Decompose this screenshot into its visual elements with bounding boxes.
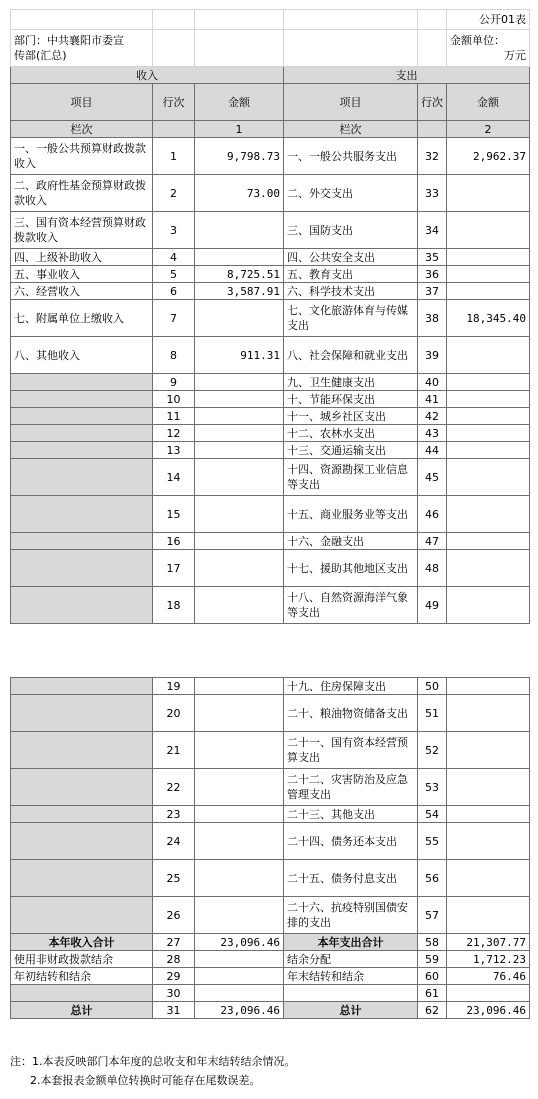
expense-section-header: 支出 bbox=[284, 67, 530, 84]
expense-amount: 21,307.77 bbox=[447, 934, 530, 951]
income-row-number: 22 bbox=[153, 769, 195, 806]
income-amount: 9,798.73 bbox=[195, 138, 284, 175]
table-row bbox=[11, 249, 530, 266]
income-row-number: 29 bbox=[153, 968, 195, 985]
income-item-label: 使用非财政拨款结余 bbox=[11, 951, 153, 968]
expense-item-label: 二十四、债务还本支出 bbox=[284, 823, 418, 860]
expense-item-label: 年末结转和结余 bbox=[284, 968, 418, 985]
expense-item-label: 二十五、债务付息支出 bbox=[284, 860, 418, 897]
expense-row-number: 32 bbox=[418, 138, 447, 175]
expense-item-label: 二十二、灾害防治及应急管理支出 bbox=[284, 769, 418, 806]
income-amount bbox=[195, 550, 284, 587]
income-item-label bbox=[11, 550, 153, 587]
expense-row-number: 43 bbox=[418, 425, 447, 442]
expense-row-number: 41 bbox=[418, 391, 447, 408]
expense-item-label: 十八、自然资源海洋气象等支出 bbox=[284, 587, 418, 624]
income-item-label: 年初结转和结余 bbox=[11, 968, 153, 985]
income-row-number: 11 bbox=[153, 408, 195, 425]
income-amount bbox=[195, 732, 284, 769]
income-row-number: 25 bbox=[153, 860, 195, 897]
income-item-label bbox=[11, 823, 153, 860]
expense-amount bbox=[447, 459, 530, 496]
income-item-label bbox=[11, 425, 153, 442]
income-amount bbox=[195, 459, 284, 496]
expense-row-number: 55 bbox=[418, 823, 447, 860]
expense-item-label: 二十三、其他支出 bbox=[284, 806, 418, 823]
expense-item-label bbox=[284, 985, 418, 1002]
table-row bbox=[11, 425, 530, 442]
table-row bbox=[11, 587, 530, 624]
expense-amount: 76.46 bbox=[447, 968, 530, 985]
expense-row-number: 57 bbox=[418, 897, 447, 934]
table-row bbox=[11, 806, 530, 823]
income-amount bbox=[195, 212, 284, 249]
income-row-number: 28 bbox=[153, 951, 195, 968]
income-item-label bbox=[11, 769, 153, 806]
expense-row-number: 46 bbox=[418, 496, 447, 533]
amount-unit-label: 金额单位： 万元 bbox=[447, 30, 530, 67]
income-item-label bbox=[11, 985, 153, 1002]
expense-amount bbox=[447, 408, 530, 425]
income-item-label bbox=[11, 897, 153, 934]
table-row bbox=[11, 732, 530, 769]
budget-table-part1 bbox=[10, 9, 530, 624]
table-row bbox=[11, 951, 530, 968]
income-item-label: 五、事业收入 bbox=[11, 266, 153, 283]
income-row-number: 19 bbox=[153, 678, 195, 695]
income-amount bbox=[195, 391, 284, 408]
expense-amount bbox=[447, 823, 530, 860]
expense-item-label: 二十六、抗疫特别国债安排的支出 bbox=[284, 897, 418, 934]
income-amount bbox=[195, 769, 284, 806]
income-item-label bbox=[11, 408, 153, 425]
expense-amount-header: 金额 bbox=[447, 84, 530, 121]
note-2: 2.本套报表金额单位转换时可能存在尾数误差。 bbox=[30, 1074, 261, 1087]
income-amount bbox=[195, 806, 284, 823]
income-amount: 23,096.46 bbox=[195, 934, 284, 951]
table-row bbox=[11, 266, 530, 283]
expense-item-label: 结余分配 bbox=[284, 951, 418, 968]
expense-row-number: 42 bbox=[418, 408, 447, 425]
income-amount: 23,096.46 bbox=[195, 1002, 284, 1019]
expense-amount bbox=[447, 175, 530, 212]
income-amount bbox=[195, 985, 284, 1002]
expense-row-number: 44 bbox=[418, 442, 447, 459]
expense-amount bbox=[447, 425, 530, 442]
column-index-1: 1 bbox=[195, 121, 284, 138]
expense-amount bbox=[447, 337, 530, 374]
income-item-label bbox=[11, 442, 153, 459]
table-row bbox=[11, 374, 530, 391]
footnotes bbox=[10, 1052, 529, 1090]
income-amount bbox=[195, 300, 284, 337]
income-item-label: 八、其他收入 bbox=[11, 337, 153, 374]
income-amount-header: 金额 bbox=[195, 84, 284, 121]
income-amount: 3,587.91 bbox=[195, 283, 284, 300]
income-item-label: 总计 bbox=[11, 1002, 153, 1019]
expense-item-label: 八、社会保障和就业支出 bbox=[284, 337, 418, 374]
income-amount bbox=[195, 408, 284, 425]
income-row-number: 15 bbox=[153, 496, 195, 533]
expense-item-label: 五、教育支出 bbox=[284, 266, 418, 283]
table-row bbox=[11, 985, 530, 1002]
expense-row-number: 36 bbox=[418, 266, 447, 283]
income-amount bbox=[195, 496, 284, 533]
expense-amount bbox=[447, 695, 530, 732]
expense-amount: 18,345.40 bbox=[447, 300, 530, 337]
income-row-number: 30 bbox=[153, 985, 195, 1002]
expense-row-number: 39 bbox=[418, 337, 447, 374]
expense-row-number: 60 bbox=[418, 968, 447, 985]
expense-amount bbox=[447, 266, 530, 283]
income-row-number: 27 bbox=[153, 934, 195, 951]
expense-amount bbox=[447, 283, 530, 300]
income-row-number: 14 bbox=[153, 459, 195, 496]
table-row bbox=[11, 897, 530, 934]
income-item-label: 本年收入合计 bbox=[11, 934, 153, 951]
income-row-number: 17 bbox=[153, 550, 195, 587]
expense-item-label: 本年支出合计 bbox=[284, 934, 418, 951]
expense-item-label: 九、卫生健康支出 bbox=[284, 374, 418, 391]
income-row-number: 8 bbox=[153, 337, 195, 374]
income-item-label bbox=[11, 806, 153, 823]
table-row bbox=[11, 823, 530, 860]
income-item-label bbox=[11, 695, 153, 732]
expense-item-label: 十三、交通运输支出 bbox=[284, 442, 418, 459]
expense-row-number: 51 bbox=[418, 695, 447, 732]
table-row bbox=[11, 442, 530, 459]
expense-row-number: 54 bbox=[418, 806, 447, 823]
table-row bbox=[11, 533, 530, 550]
form-code: 公开01表 bbox=[447, 10, 530, 30]
expense-amount bbox=[447, 985, 530, 1002]
income-amount bbox=[195, 587, 284, 624]
table-row bbox=[11, 550, 530, 587]
table-row bbox=[11, 496, 530, 533]
income-amount bbox=[195, 374, 284, 391]
income-row-number: 26 bbox=[153, 897, 195, 934]
table-row bbox=[11, 678, 530, 695]
income-row-number: 6 bbox=[153, 283, 195, 300]
income-amount bbox=[195, 823, 284, 860]
expense-amount bbox=[447, 374, 530, 391]
expense-row-number: 52 bbox=[418, 732, 447, 769]
expense-row-number: 38 bbox=[418, 300, 447, 337]
income-row-number: 16 bbox=[153, 533, 195, 550]
income-row-number: 24 bbox=[153, 823, 195, 860]
table-row bbox=[11, 138, 530, 175]
income-item-header: 项目 bbox=[11, 84, 153, 121]
expense-row-number: 45 bbox=[418, 459, 447, 496]
income-item-label bbox=[11, 860, 153, 897]
table-row bbox=[11, 337, 530, 374]
table-row bbox=[11, 695, 530, 732]
income-row-number: 12 bbox=[153, 425, 195, 442]
column-index-2: 2 bbox=[447, 121, 530, 138]
expense-item-label: 二十、粮油物资储备支出 bbox=[284, 695, 418, 732]
expense-row-number: 59 bbox=[418, 951, 447, 968]
table-row bbox=[11, 391, 530, 408]
expense-row-number: 37 bbox=[418, 283, 447, 300]
income-row-number: 18 bbox=[153, 587, 195, 624]
income-row-number: 20 bbox=[153, 695, 195, 732]
table-row bbox=[11, 459, 530, 496]
table-row bbox=[11, 175, 530, 212]
income-item-label: 七、附属单位上缴收入 bbox=[11, 300, 153, 337]
table-row bbox=[11, 769, 530, 806]
income-item-label: 六、经营收入 bbox=[11, 283, 153, 300]
table-row bbox=[11, 860, 530, 897]
income-item-label bbox=[11, 459, 153, 496]
income-row-number: 3 bbox=[153, 212, 195, 249]
expense-item-label: 一、一般公共服务支出 bbox=[284, 138, 418, 175]
income-row-number: 21 bbox=[153, 732, 195, 769]
income-item-label bbox=[11, 533, 153, 550]
income-amount: 911.31 bbox=[195, 337, 284, 374]
income-row-number: 10 bbox=[153, 391, 195, 408]
income-rowno-header: 行次 bbox=[153, 84, 195, 121]
income-item-label: 三、国有资本经营预算财政拨款收入 bbox=[11, 212, 153, 249]
expense-amount bbox=[447, 442, 530, 459]
income-item-label bbox=[11, 678, 153, 695]
expense-item-label: 二十一、国有资本经营预算支出 bbox=[284, 732, 418, 769]
expense-amount bbox=[447, 496, 530, 533]
income-row-number: 5 bbox=[153, 266, 195, 283]
expense-row-number: 33 bbox=[418, 175, 447, 212]
expense-item-label: 三、国防支出 bbox=[284, 212, 418, 249]
expense-item-label: 十七、援助其他地区支出 bbox=[284, 550, 418, 587]
expense-amount bbox=[447, 587, 530, 624]
income-amount bbox=[195, 533, 284, 550]
expense-row-number: 49 bbox=[418, 587, 447, 624]
expense-row-number: 47 bbox=[418, 533, 447, 550]
expense-item-label: 十四、资源勘探工业信息等支出 bbox=[284, 459, 418, 496]
expense-amount bbox=[447, 678, 530, 695]
expense-amount bbox=[447, 550, 530, 587]
table-row bbox=[11, 212, 530, 249]
income-item-label: 二、政府性基金预算财政拨款收入 bbox=[11, 175, 153, 212]
department-label: 部门：中共襄阳市委宣 传部(汇总) bbox=[11, 30, 153, 67]
table-row bbox=[11, 1002, 530, 1019]
expense-item-header: 项目 bbox=[284, 84, 418, 121]
expense-item-label: 四、公共安全支出 bbox=[284, 249, 418, 266]
income-amount bbox=[195, 695, 284, 732]
expense-amount bbox=[447, 732, 530, 769]
expense-amount: 2,962.37 bbox=[447, 138, 530, 175]
income-row-number: 31 bbox=[153, 1002, 195, 1019]
income-row-number: 4 bbox=[153, 249, 195, 266]
expense-item-label: 十二、农林水支出 bbox=[284, 425, 418, 442]
expense-item-label: 七、文化旅游体育与传媒支出 bbox=[284, 300, 418, 337]
income-row-number: 13 bbox=[153, 442, 195, 459]
expense-amount bbox=[447, 249, 530, 266]
income-section-header: 收入 bbox=[11, 67, 284, 84]
expense-amount bbox=[447, 897, 530, 934]
table-row bbox=[11, 408, 530, 425]
expense-amount bbox=[447, 769, 530, 806]
expense-row-number: 53 bbox=[418, 769, 447, 806]
income-item-label: 一、一般公共预算财政拨款收入 bbox=[11, 138, 153, 175]
expense-row-number: 62 bbox=[418, 1002, 447, 1019]
expense-amount bbox=[447, 806, 530, 823]
expense-item-label: 十六、金融支出 bbox=[284, 533, 418, 550]
income-amount bbox=[195, 951, 284, 968]
expense-row-number: 50 bbox=[418, 678, 447, 695]
expense-amount: 1,712.23 bbox=[447, 951, 530, 968]
expense-amount bbox=[447, 391, 530, 408]
income-amount bbox=[195, 678, 284, 695]
income-item-label bbox=[11, 732, 153, 769]
expense-item-label: 六、科学技术支出 bbox=[284, 283, 418, 300]
expense-row-number: 34 bbox=[418, 212, 447, 249]
expense-amount bbox=[447, 533, 530, 550]
table-row bbox=[11, 283, 530, 300]
expense-item-label: 十一、城乡社区支出 bbox=[284, 408, 418, 425]
income-amount bbox=[195, 249, 284, 266]
expense-row-number: 61 bbox=[418, 985, 447, 1002]
income-row-number: 23 bbox=[153, 806, 195, 823]
note-1: 注：1.本表反映部门本年度的总收支和年末结转结余情况。 bbox=[10, 1055, 296, 1068]
income-item-label: 四、上级补助收入 bbox=[11, 249, 153, 266]
income-item-label bbox=[11, 374, 153, 391]
income-amount bbox=[195, 425, 284, 442]
income-amount: 8,725.51 bbox=[195, 266, 284, 283]
table-row bbox=[11, 934, 530, 951]
expense-row-number: 58 bbox=[418, 934, 447, 951]
income-row-number: 2 bbox=[153, 175, 195, 212]
income-amount bbox=[195, 897, 284, 934]
income-item-label bbox=[11, 587, 153, 624]
expense-amount bbox=[447, 860, 530, 897]
expense-item-label: 十、节能环保支出 bbox=[284, 391, 418, 408]
table-row bbox=[11, 968, 530, 985]
income-row-number: 9 bbox=[153, 374, 195, 391]
income-amount bbox=[195, 442, 284, 459]
column-index-label: 栏次 bbox=[11, 121, 153, 138]
income-amount bbox=[195, 860, 284, 897]
budget-table-part2 bbox=[10, 677, 530, 1019]
income-row-number: 1 bbox=[153, 138, 195, 175]
expense-amount bbox=[447, 212, 530, 249]
expense-rowno-header: 行次 bbox=[418, 84, 447, 121]
income-row-number: 7 bbox=[153, 300, 195, 337]
table-row bbox=[11, 300, 530, 337]
income-amount bbox=[195, 968, 284, 985]
expense-row-number: 35 bbox=[418, 249, 447, 266]
expense-row-number: 40 bbox=[418, 374, 447, 391]
income-amount: 73.00 bbox=[195, 175, 284, 212]
expense-item-label: 十五、商业服务业等支出 bbox=[284, 496, 418, 533]
expense-row-number: 56 bbox=[418, 860, 447, 897]
expense-item-label: 二、外交支出 bbox=[284, 175, 418, 212]
expense-amount: 23,096.46 bbox=[447, 1002, 530, 1019]
expense-item-label: 十九、住房保障支出 bbox=[284, 678, 418, 695]
expense-item-label: 总计 bbox=[284, 1002, 418, 1019]
income-item-label bbox=[11, 391, 153, 408]
column-index-label: 栏次 bbox=[284, 121, 418, 138]
income-item-label bbox=[11, 496, 153, 533]
expense-row-number: 48 bbox=[418, 550, 447, 587]
